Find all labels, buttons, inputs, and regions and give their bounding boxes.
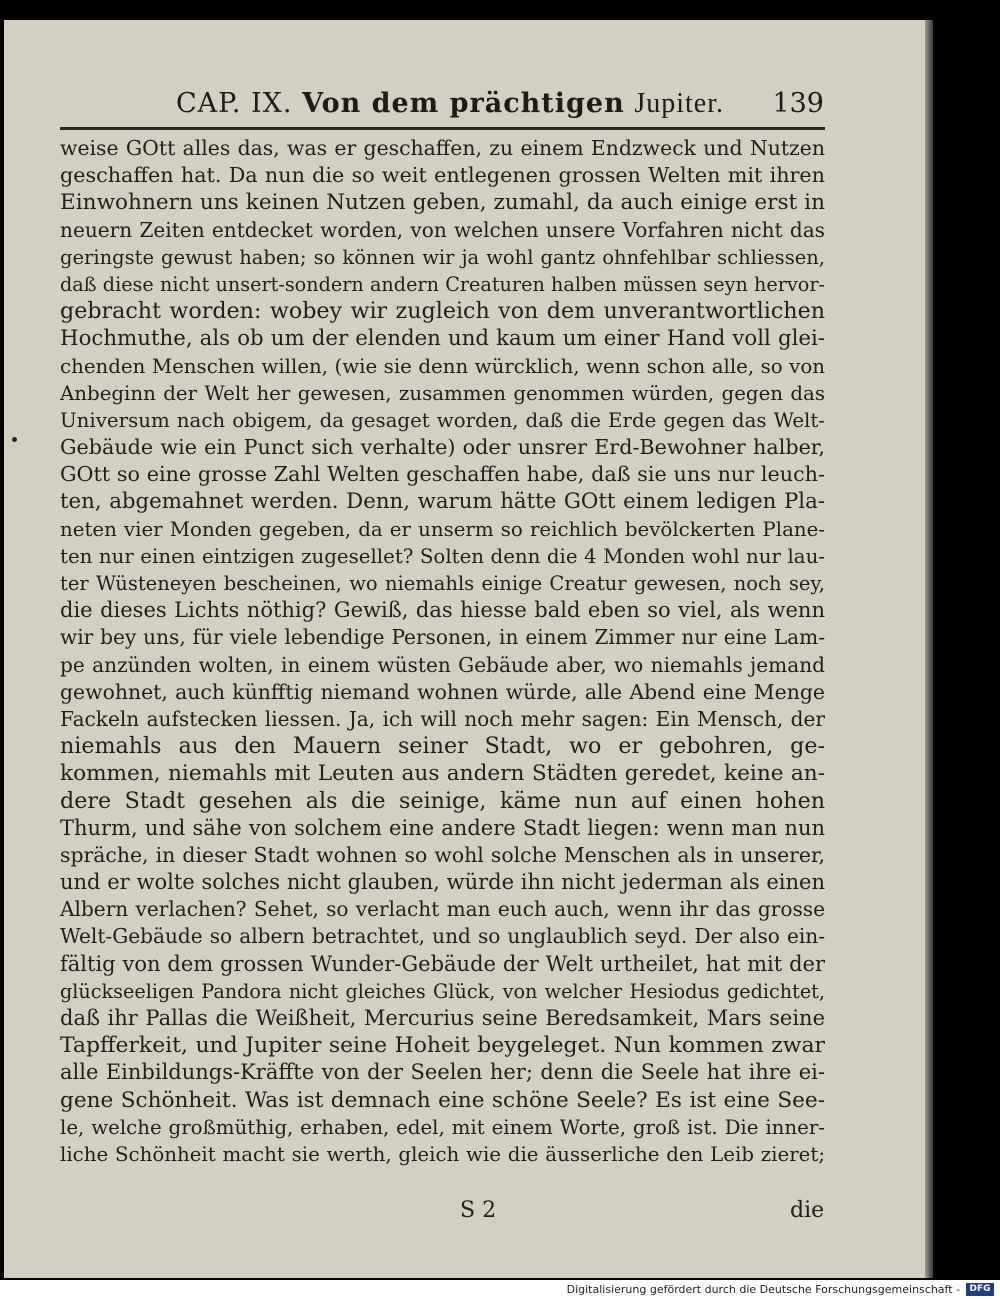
text-line: dere Stadt gesehen als die seinige, käme nun auf einen hohen [60, 787, 825, 814]
signature-mark: S 2 [460, 1198, 497, 1223]
text-line: Fackeln aufstecken liessen. Ja, ich will noch mehr sagen: Ein Mensch, der [60, 706, 825, 731]
text-line: fältig von dem grossen Wunder-Gebäude der Welt urtheilet, hat mit der [60, 951, 825, 976]
text-line: Tapfferkeit, und Jupiter seine Hoheit beygeleget. Nun kommen zwar [60, 1033, 825, 1059]
text-line: pe anzünden wolten, in einem wüsten Gebäude aber, wo niemahls jemand [60, 652, 825, 677]
text-line: wir bey uns, für viele lebendige Personen, in einem Zimmer nur eine Lam- [60, 625, 825, 650]
text-line: glückseeligen Pandora nicht gleiches Glück, von welcher Hesiodus gedichtet, [60, 979, 825, 1003]
chapter-label: CAP. IX. [176, 88, 293, 119]
text-line: neuern Zeiten entdecket worden, von welchen unsere Vorfahren nicht das [60, 217, 825, 242]
text-line: daß diese nicht unsert-sondern andern Creaturen halben müssen seyn hervor- [60, 272, 825, 296]
text-line: weise GOtt alles das, was er geschaffen, zu einem Endzweck und Nutzen [60, 136, 825, 160]
text-line: Anbeginn der Welt her gewesen, zusammen genommen würden, gegen das [60, 381, 825, 405]
footer-bar [0, 1280, 1000, 1299]
ink-spot [12, 437, 17, 442]
text-line: le, welche großmüthig, erhaben, edel, mit einem Worte, groß ist. Die inner- [60, 1115, 825, 1139]
text-line: und er wolte solches nicht glauben, würde ihn nicht jederman als einen [60, 870, 825, 895]
body-text [60, 135, 825, 1168]
text-line: neten vier Monden gegeben, da er unserm so reichlich bevölckerten Plane- [60, 517, 825, 541]
running-head [176, 88, 826, 132]
text-line: Albern verlachen? Sehet, so verlacht man euch auch, wenn ihr das grosse [60, 897, 825, 922]
text-line: Gebäude wie ein Punct sich verhalte) oder unsrer Erd-Bewohner halber, [60, 435, 825, 460]
header-rule [60, 127, 825, 130]
text-line: ten nur einen eintzigen zugesellet? Solten denn die 4 Monden wohl nur lau- [60, 544, 825, 568]
text-line: niemahls aus den Mauern seiner Stadt, wo er gebohren, ge- [60, 733, 825, 760]
page-edge-shadow [925, 20, 933, 1278]
text-line: Thurm, und sähe von solchem eine andere Stadt liegen: wenn man nun [60, 815, 825, 840]
text-line: ten, abgemahnet werden. Denn, warum hätte GOtt einem ledigen Pla- [60, 489, 825, 515]
text-line: gene Schönheit. Was ist demnach eine schöne Seele? Es ist eine See- [60, 1087, 825, 1113]
text-line: Hochmuthe, als ob um der elenden und kaum um einer Hand voll glei- [60, 326, 825, 352]
footer-credit: Digitalisierung gefördert durch die Deutsche Forschungsgemeinschaft - [566, 1283, 960, 1296]
text-line: Universum nach obigem, da gesaget worden, daß die Erde gegen das Welt- [60, 408, 825, 432]
text-line: GOtt so eine grosse Zahl Welten geschaffen habe, daß sie uns nur leuch- [60, 462, 825, 487]
text-line: alle Einbildungs-Kräffte von der Seelen her; denn die Seele hat ihre ei- [60, 1060, 825, 1085]
text-line: Welt-Gebäude so albern betrachtet, und so unglaublich seyd. Der also ein- [60, 924, 825, 949]
running-title [176, 88, 724, 120]
text-line: die dieses Lichts nöthig? Gewiß, das hiesse bald eben so viel, als wenn [60, 598, 825, 623]
text-line: spräche, in dieser Stadt wohnen so wohl solche Menschen als in unserer, [60, 842, 825, 867]
text-line: chenden Menschen willen, (wie sie denn würcklich, wenn schon alle, so von [60, 354, 825, 378]
text-line: Einwohnern uns keinen Nutzen geben, zumahl, da auch einige erst in [60, 190, 825, 216]
title-fraktur: Von dem prächtigen [302, 88, 625, 119]
text-line: ter Wüsteneyen bescheinen, wo niemahls einige Creatur gewesen, noch sey, [60, 572, 825, 595]
text-line: kommen, niemahls mit Leuten aus andern Städten geredet, keine an- [60, 761, 825, 787]
dfg-logo: DFG [966, 1283, 994, 1296]
text-line: gebracht worden: wobey wir zugleich von dem unverantwortlichen [60, 298, 825, 325]
catchword: die [790, 1198, 825, 1223]
text-line: liche Schönheit macht sie werth, gleich wie die äusserliche den Leib zieret; [60, 1142, 825, 1166]
text-line: daß ihr Pallas die Weißheit, Mercurius seine Beredsamkeit, Mars seine [60, 1006, 825, 1030]
text-line: geschaffen hat. Da nun die so weit entlegenen grossen Welten mit ihren [60, 163, 825, 188]
page-number: 139 [772, 88, 824, 119]
text-line: geringste gewust haben; so können wir ja wohl gantz ohnfehlbar schliessen, [60, 245, 825, 269]
text-line: gewohnet, auch künfftig niemand wohnen würde, alle Abend eine Menge [60, 679, 825, 704]
title-antiqua: Jupiter. [634, 88, 724, 119]
